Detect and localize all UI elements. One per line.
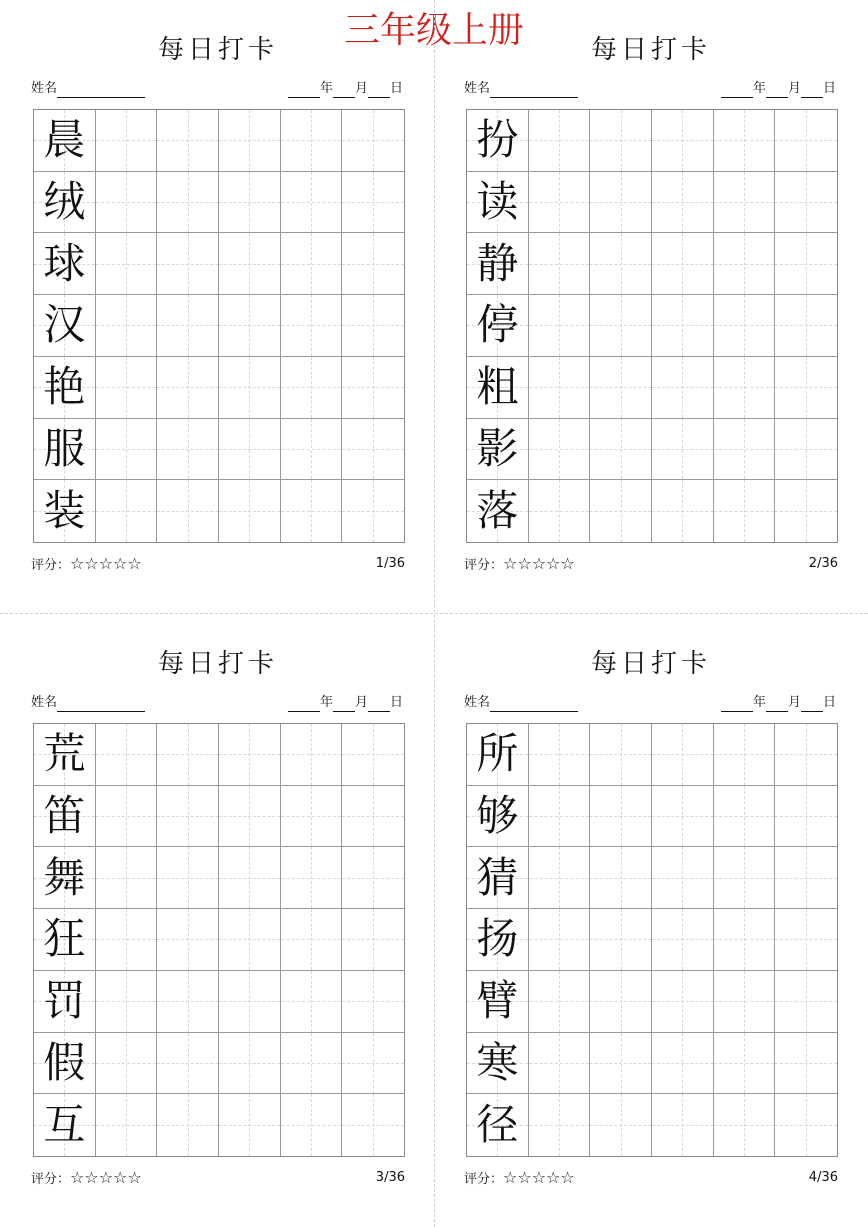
- practice-cell[interactable]: [590, 909, 652, 971]
- star-rating[interactable]: ☆☆☆☆☆: [70, 1168, 142, 1187]
- practice-cell[interactable]: [96, 480, 158, 542]
- model-character-cell: [467, 1033, 529, 1095]
- practice-cell[interactable]: [590, 971, 652, 1033]
- score-field: [31, 1169, 142, 1189]
- practice-cell[interactable]: [775, 480, 837, 542]
- model-character: 笛: [43, 791, 86, 841]
- model-character: 互: [43, 1100, 86, 1150]
- practice-cell[interactable]: [219, 1094, 281, 1156]
- practice-cell[interactable]: [219, 909, 281, 971]
- practice-cell[interactable]: [281, 419, 343, 481]
- card-title: 每日打卡: [590, 35, 711, 65]
- practice-cell[interactable]: [529, 1033, 591, 1095]
- practice-cell[interactable]: [714, 295, 776, 357]
- model-character-cell: [34, 786, 96, 848]
- practice-cell[interactable]: [714, 971, 776, 1033]
- practice-cell[interactable]: [96, 971, 158, 1033]
- practice-cell[interactable]: [529, 971, 591, 1033]
- model-character-cell: [467, 1094, 529, 1156]
- name-label: 姓名: [464, 695, 491, 710]
- model-character-cell: [467, 419, 529, 481]
- day-label: 日: [822, 695, 836, 710]
- card-footer: [464, 1169, 838, 1189]
- month-label: 月: [787, 695, 801, 710]
- practice-cell[interactable]: [281, 724, 343, 786]
- practice-cell[interactable]: [714, 909, 776, 971]
- date-field: [721, 694, 836, 712]
- model-character-cell: [34, 1094, 96, 1156]
- practice-cell[interactable]: [529, 847, 591, 909]
- writing-grid: [33, 723, 405, 1157]
- month-blank[interactable]: [766, 696, 788, 712]
- model-character-cell: [34, 1033, 96, 1095]
- star-rating[interactable]: ☆☆☆☆☆: [503, 1168, 575, 1187]
- practice-cell[interactable]: [96, 419, 158, 481]
- model-character-cell: [467, 295, 529, 357]
- practice-cell[interactable]: [590, 480, 652, 542]
- practice-cell[interactable]: [590, 847, 652, 909]
- month-blank[interactable]: [766, 82, 788, 98]
- model-character-cell: [467, 480, 529, 542]
- year-blank[interactable]: [288, 82, 320, 98]
- model-character-cell: [34, 110, 96, 172]
- practice-cell[interactable]: [157, 172, 219, 234]
- card-footer: [31, 1169, 405, 1189]
- practice-cell[interactable]: [157, 847, 219, 909]
- practice-cell[interactable]: [775, 233, 837, 295]
- year-blank[interactable]: [721, 82, 753, 98]
- name-blank[interactable]: [490, 82, 578, 98]
- practice-cell[interactable]: [96, 724, 158, 786]
- practice-cell[interactable]: [96, 909, 158, 971]
- practice-cell[interactable]: [219, 295, 281, 357]
- practice-cell[interactable]: [281, 971, 343, 1033]
- practice-cell[interactable]: [775, 971, 837, 1033]
- model-character: 够: [476, 791, 519, 841]
- practice-cell[interactable]: [342, 419, 404, 481]
- practice-cell[interactable]: [529, 233, 591, 295]
- model-character: 粗: [476, 362, 519, 412]
- day-blank[interactable]: [801, 82, 823, 98]
- practice-cell[interactable]: [652, 909, 714, 971]
- practice-cell[interactable]: [219, 786, 281, 848]
- day-blank[interactable]: [368, 696, 390, 712]
- date-field: [721, 80, 836, 98]
- practice-cell[interactable]: [590, 419, 652, 481]
- year-label: 年: [319, 81, 333, 96]
- practice-cell[interactable]: [96, 357, 158, 419]
- page-number: 4/36: [808, 1170, 838, 1185]
- practice-cell[interactable]: [157, 909, 219, 971]
- practice-cell[interactable]: [342, 172, 404, 234]
- day-blank[interactable]: [368, 82, 390, 98]
- practice-cell[interactable]: [652, 295, 714, 357]
- practice-cell[interactable]: [590, 233, 652, 295]
- practice-cell[interactable]: [775, 110, 837, 172]
- practice-cell[interactable]: [529, 909, 591, 971]
- month-label: 月: [354, 81, 368, 96]
- name-label: 姓名: [31, 81, 58, 96]
- practice-cell[interactable]: [714, 847, 776, 909]
- practice-cell[interactable]: [281, 1094, 343, 1156]
- practice-cell[interactable]: [775, 172, 837, 234]
- model-character-cell: [467, 172, 529, 234]
- practice-cell[interactable]: [96, 295, 158, 357]
- star-rating[interactable]: ☆☆☆☆☆: [70, 554, 142, 573]
- card-footer: [31, 555, 405, 575]
- practice-cell[interactable]: [714, 233, 776, 295]
- practice-cell[interactable]: [342, 1094, 404, 1156]
- model-character-cell: [34, 295, 96, 357]
- card-header-fields: [464, 694, 838, 714]
- practice-card: [31, 0, 405, 573]
- practice-cell[interactable]: [775, 295, 837, 357]
- card-title: 每日打卡: [157, 35, 278, 65]
- model-character-cell: [467, 357, 529, 419]
- practice-cell[interactable]: [96, 233, 158, 295]
- score-field: [31, 555, 142, 575]
- practice-cell[interactable]: [219, 847, 281, 909]
- practice-cell[interactable]: [219, 971, 281, 1033]
- year-blank[interactable]: [721, 696, 753, 712]
- model-character: 汉: [43, 300, 86, 350]
- month-blank[interactable]: [333, 696, 355, 712]
- day-blank[interactable]: [801, 696, 823, 712]
- model-character: 落: [476, 486, 519, 536]
- practice-cell[interactable]: [219, 724, 281, 786]
- score-label: 评分：: [464, 558, 504, 573]
- name-blank[interactable]: [57, 696, 145, 712]
- practice-cell[interactable]: [590, 357, 652, 419]
- day-label: 日: [389, 695, 403, 710]
- practice-cell[interactable]: [714, 419, 776, 481]
- model-character: 读: [476, 177, 519, 227]
- practice-cell[interactable]: [96, 172, 158, 234]
- practice-cell[interactable]: [281, 847, 343, 909]
- practice-cell[interactable]: [342, 786, 404, 848]
- practice-cell[interactable]: [342, 847, 404, 909]
- name-label: 姓名: [464, 81, 491, 96]
- score-label: 评分：: [31, 558, 71, 573]
- practice-cell[interactable]: [714, 724, 776, 786]
- practice-cell[interactable]: [281, 172, 343, 234]
- practice-cell[interactable]: [652, 971, 714, 1033]
- model-character-cell: [34, 357, 96, 419]
- practice-cell[interactable]: [342, 480, 404, 542]
- month-blank[interactable]: [333, 82, 355, 98]
- card-footer: [464, 555, 838, 575]
- page-number: 3/36: [375, 1170, 405, 1185]
- month-label: 月: [354, 695, 368, 710]
- practice-cell[interactable]: [529, 786, 591, 848]
- practice-cell[interactable]: [529, 480, 591, 542]
- name-field[interactable]: [31, 80, 145, 98]
- practice-cell[interactable]: [157, 110, 219, 172]
- practice-cell[interactable]: [219, 357, 281, 419]
- writing-grid: [466, 723, 838, 1157]
- date-field: [288, 80, 403, 98]
- practice-cell[interactable]: [281, 786, 343, 848]
- model-character: 影: [476, 423, 519, 473]
- practice-cell[interactable]: [96, 1033, 158, 1095]
- name-field[interactable]: [464, 694, 578, 712]
- year-blank[interactable]: [288, 696, 320, 712]
- score-label: 评分：: [31, 1172, 71, 1187]
- year-label: 年: [319, 695, 333, 710]
- page-number: 2/36: [808, 556, 838, 571]
- model-character: 狂: [43, 914, 86, 964]
- practice-cell[interactable]: [529, 724, 591, 786]
- model-character: 球: [43, 238, 86, 288]
- score-field: [464, 1169, 575, 1189]
- model-character: 臂: [476, 976, 519, 1026]
- practice-cell[interactable]: [219, 110, 281, 172]
- practice-cell[interactable]: [281, 295, 343, 357]
- practice-cell[interactable]: [157, 295, 219, 357]
- practice-cell[interactable]: [714, 110, 776, 172]
- practice-cell[interactable]: [652, 847, 714, 909]
- model-character-cell: [34, 419, 96, 481]
- model-character: 绒: [43, 177, 86, 227]
- practice-cell[interactable]: [281, 357, 343, 419]
- card-header-fields: [31, 694, 405, 714]
- practice-cell[interactable]: [281, 233, 343, 295]
- practice-card: [464, 0, 838, 573]
- model-character: 服: [43, 423, 86, 473]
- practice-cell[interactable]: [775, 786, 837, 848]
- card-header-fields: [31, 80, 405, 100]
- practice-cell[interactable]: [219, 172, 281, 234]
- model-character-cell: [467, 786, 529, 848]
- writing-grid: [466, 109, 838, 543]
- practice-cell[interactable]: [775, 357, 837, 419]
- model-character-cell: [34, 971, 96, 1033]
- model-character: 径: [476, 1100, 519, 1150]
- model-character-cell: [467, 110, 529, 172]
- practice-cell[interactable]: [219, 419, 281, 481]
- practice-cell[interactable]: [219, 1033, 281, 1095]
- practice-cell[interactable]: [714, 1094, 776, 1156]
- practice-cell[interactable]: [96, 786, 158, 848]
- name-label: 姓名: [31, 695, 58, 710]
- practice-cell[interactable]: [96, 847, 158, 909]
- practice-cell[interactable]: [590, 110, 652, 172]
- card-title: 每日打卡: [157, 649, 278, 679]
- model-character-cell: [34, 233, 96, 295]
- practice-cell[interactable]: [590, 1033, 652, 1095]
- practice-cell[interactable]: [157, 357, 219, 419]
- practice-cell[interactable]: [590, 172, 652, 234]
- practice-cell[interactable]: [775, 1033, 837, 1095]
- model-character-cell: [34, 724, 96, 786]
- practice-cell[interactable]: [157, 419, 219, 481]
- star-rating[interactable]: ☆☆☆☆☆: [503, 554, 575, 573]
- practice-cell[interactable]: [529, 172, 591, 234]
- model-character: 扮: [476, 115, 519, 165]
- model-character: 舞: [43, 852, 86, 902]
- practice-cell[interactable]: [157, 1033, 219, 1095]
- practice-cell[interactable]: [652, 357, 714, 419]
- score-field: [464, 555, 575, 575]
- model-character: 荒: [43, 729, 86, 779]
- practice-cell[interactable]: [342, 110, 404, 172]
- name-field[interactable]: [31, 694, 145, 712]
- practice-cell[interactable]: [529, 1094, 591, 1156]
- practice-cell[interactable]: [529, 357, 591, 419]
- practice-cell[interactable]: [775, 909, 837, 971]
- practice-cell[interactable]: [652, 233, 714, 295]
- model-character-cell: [34, 480, 96, 542]
- practice-cell[interactable]: [281, 480, 343, 542]
- practice-cell[interactable]: [157, 786, 219, 848]
- practice-cell[interactable]: [775, 847, 837, 909]
- practice-cell[interactable]: [590, 786, 652, 848]
- day-label: 日: [389, 81, 403, 96]
- practice-cell[interactable]: [652, 110, 714, 172]
- name-blank[interactable]: [490, 696, 578, 712]
- worksheet-banner: 三年级上册: [343, 10, 524, 51]
- model-character: 扬: [476, 914, 519, 964]
- date-field: [288, 694, 403, 712]
- practice-cell[interactable]: [157, 480, 219, 542]
- model-character-cell: [34, 172, 96, 234]
- card-header-fields: [464, 80, 838, 100]
- practice-cell[interactable]: [157, 1094, 219, 1156]
- practice-cell[interactable]: [714, 172, 776, 234]
- practice-cell[interactable]: [714, 480, 776, 542]
- practice-cell[interactable]: [342, 357, 404, 419]
- practice-cell[interactable]: [590, 295, 652, 357]
- practice-cell[interactable]: [281, 110, 343, 172]
- practice-card: [464, 614, 838, 1187]
- practice-cell[interactable]: [157, 971, 219, 1033]
- model-character-cell: [467, 724, 529, 786]
- practice-cell[interactable]: [342, 724, 404, 786]
- writing-grid: [33, 109, 405, 543]
- model-character-cell: [467, 971, 529, 1033]
- model-character: 装: [43, 486, 86, 536]
- practice-cell[interactable]: [590, 724, 652, 786]
- year-label: 年: [752, 81, 766, 96]
- day-label: 日: [822, 81, 836, 96]
- practice-cell[interactable]: [652, 1094, 714, 1156]
- year-label: 年: [752, 695, 766, 710]
- model-character: 假: [43, 1037, 86, 1087]
- practice-cell[interactable]: [342, 233, 404, 295]
- practice-cell[interactable]: [281, 909, 343, 971]
- practice-cell[interactable]: [652, 786, 714, 848]
- month-label: 月: [787, 81, 801, 96]
- practice-cell[interactable]: [714, 1033, 776, 1095]
- model-character: 艳: [43, 362, 86, 412]
- practice-cell[interactable]: [714, 357, 776, 419]
- model-character: 猜: [476, 852, 519, 902]
- practice-cell[interactable]: [342, 909, 404, 971]
- score-label: 评分：: [464, 1172, 504, 1187]
- practice-cell[interactable]: [652, 480, 714, 542]
- practice-cell[interactable]: [652, 1033, 714, 1095]
- practice-cell[interactable]: [281, 1033, 343, 1095]
- practice-cell[interactable]: [219, 480, 281, 542]
- card-title: 每日打卡: [590, 649, 711, 679]
- model-character-cell: [467, 909, 529, 971]
- name-field[interactable]: [464, 80, 578, 98]
- practice-cell[interactable]: [652, 172, 714, 234]
- model-character: 寒: [476, 1037, 519, 1087]
- practice-cell[interactable]: [342, 1033, 404, 1095]
- practice-cell[interactable]: [529, 419, 591, 481]
- practice-cell[interactable]: [96, 1094, 158, 1156]
- page-number: 1/36: [375, 556, 405, 571]
- practice-cell[interactable]: [157, 724, 219, 786]
- model-character: 静: [476, 238, 519, 288]
- practice-cell[interactable]: [590, 1094, 652, 1156]
- practice-cell[interactable]: [342, 295, 404, 357]
- model-character: 所: [476, 729, 519, 779]
- model-character-cell: [467, 847, 529, 909]
- model-character: 晨: [43, 115, 86, 165]
- practice-cell[interactable]: [775, 724, 837, 786]
- practice-cell[interactable]: [652, 724, 714, 786]
- practice-cell[interactable]: [529, 295, 591, 357]
- practice-cell[interactable]: [219, 233, 281, 295]
- model-character-cell: [467, 233, 529, 295]
- practice-cell[interactable]: [714, 786, 776, 848]
- practice-cell[interactable]: [342, 971, 404, 1033]
- name-blank[interactable]: [57, 82, 145, 98]
- model-character: 停: [476, 300, 519, 350]
- practice-cell[interactable]: [775, 419, 837, 481]
- practice-cell[interactable]: [96, 110, 158, 172]
- practice-card: [31, 614, 405, 1187]
- practice-cell[interactable]: [157, 233, 219, 295]
- model-character-cell: [34, 909, 96, 971]
- model-character-cell: [34, 847, 96, 909]
- model-character: 罚: [43, 976, 86, 1026]
- practice-cell[interactable]: [775, 1094, 837, 1156]
- practice-cell[interactable]: [652, 419, 714, 481]
- practice-cell[interactable]: [529, 110, 591, 172]
